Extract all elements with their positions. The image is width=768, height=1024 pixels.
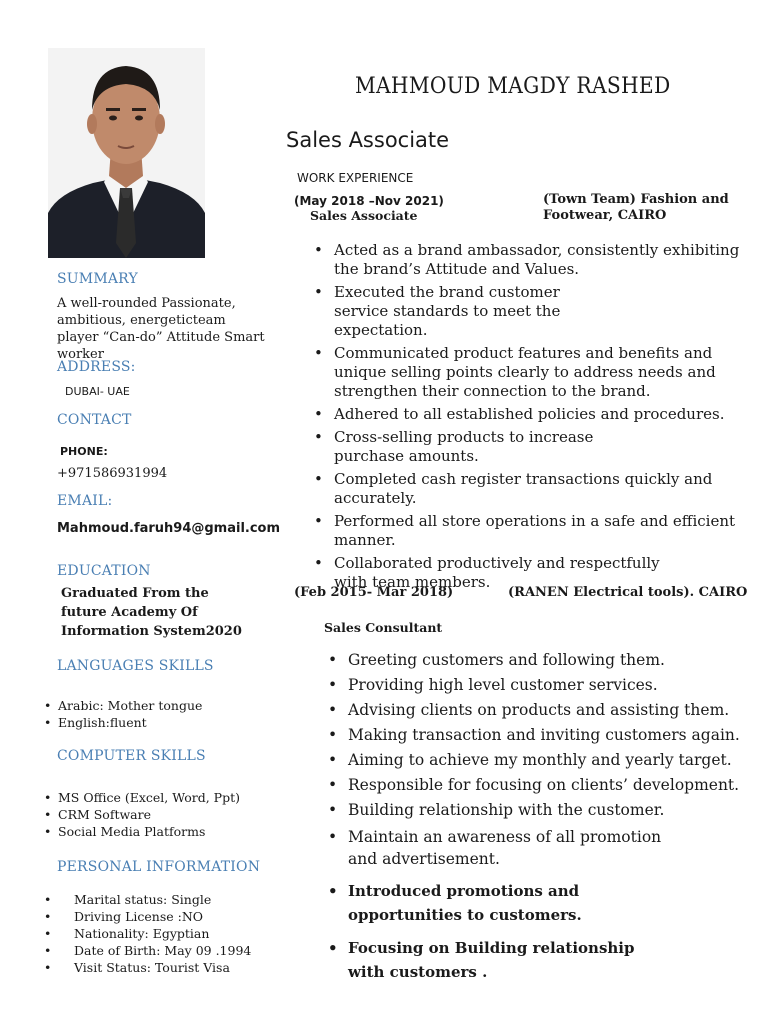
languages-list (44, 697, 202, 731)
list-item: • Completed cash register transactions quickly and accurately. (308, 470, 748, 508)
list-item: • MS Office (Excel, Word, Ppt) (44, 789, 240, 806)
job2-company: (RANEN Electrical tools). CAIRO (508, 585, 748, 600)
phone-value: +971586931994 (57, 466, 168, 481)
list-item: • Acted as a brand ambassador, consistently exhibiting the brand’s Attitude and Values. (308, 241, 748, 279)
job1-dates: (May 2018 –Nov 2021) (294, 194, 444, 208)
email-value: Mahmoud.faruh94@gmail.com (57, 521, 281, 536)
list-item: • CRM Software (44, 806, 240, 823)
list-item: • Making transaction and inviting customers again. (322, 726, 752, 745)
summary-heading: SUMMARY (57, 271, 138, 287)
list-item: • Driving License :NO (44, 908, 251, 925)
list-item: • Building relationship with the customer. (322, 801, 752, 820)
personal-info-list (44, 891, 251, 976)
candidate-name: MAHMOUD MAGDY RASHED (355, 74, 671, 99)
address-heading: ADDRESS: (57, 359, 136, 375)
list-item: • Greeting customers and following them. (322, 651, 752, 670)
computer-skills-list (44, 789, 240, 840)
address-value: DUBAI- UAE (65, 385, 130, 398)
list-item: • Providing high level customer services. (322, 676, 752, 695)
phone-label: PHONE: (60, 445, 108, 458)
job1-duties (308, 241, 748, 596)
languages-heading: LANGUAGES SKILLS (57, 658, 214, 674)
education-text: Graduated From the future Academy Of Information System2020 (61, 586, 242, 639)
work-experience-label: WORK EXPERIENCE (297, 171, 414, 185)
list-item: • Advising clients on products and assisting them. (322, 701, 752, 720)
list-item: • Social Media Platforms (44, 823, 240, 840)
list-item: • Marital status: Single (44, 891, 251, 908)
list-item: • Aiming to achieve my monthly and yearly target. (322, 751, 752, 770)
list-item: • Adhered to all established policies and procedures. (308, 405, 748, 424)
list-item: • Arabic: Mother tongue (44, 697, 202, 714)
job-title: Sales Associate (286, 128, 450, 152)
portrait-image (48, 48, 205, 258)
list-item: • Nationality: Egyptian (44, 925, 251, 942)
list-item: • Visit Status: Tourist Visa (44, 959, 251, 976)
list-item: • Communicated product features and benefits and unique selling points clearly to address needs and strengthen their connection to the brand. (308, 344, 748, 401)
email-heading: EMAIL: (57, 493, 113, 509)
job2-position: Sales Consultant (324, 620, 443, 635)
list-item: • Collaborated productively and respectfully with team members. (308, 554, 748, 592)
list-item: • Cross-selling products to increase purchase amounts. (308, 428, 748, 466)
list-item: • Performed all store operations in a safe and efficient manner. (308, 512, 748, 550)
list-item: • Date of Birth: May 09 .1994 (44, 942, 251, 959)
list-item: • Introduced promotions and opportunities to customers. (322, 879, 752, 927)
profile-photo (48, 48, 205, 258)
education-heading: EDUCATION (57, 563, 151, 579)
list-item: • Responsible for focusing on clients’ development. (322, 776, 752, 795)
list-item: • Focusing on Building relationship with customers . (322, 936, 752, 984)
list-item: • Executed the brand customer service standards to meet the expectation. (308, 283, 748, 340)
job2-duties (322, 651, 752, 990)
list-item: • English:fluent (44, 714, 202, 731)
computer-skills-heading: COMPUTER SKILLS (57, 748, 206, 764)
personal-info-heading: PERSONAL INFORMATION (57, 859, 261, 875)
job1-company: (Town Team) Fashion and Footwear, CAIRO (543, 192, 729, 223)
list-item: • Maintain an awareness of all promotion and advertisement. (322, 826, 752, 870)
job2-dates: (Feb 2015- Mar 2018) (294, 585, 454, 600)
job1-position: Sales Associate (310, 208, 418, 223)
contact-heading: CONTACT (57, 412, 132, 428)
summary-text: A well-rounded Passionate, ambitious, energeticteam player “Can-do” Attitude Smart worker (57, 296, 265, 362)
